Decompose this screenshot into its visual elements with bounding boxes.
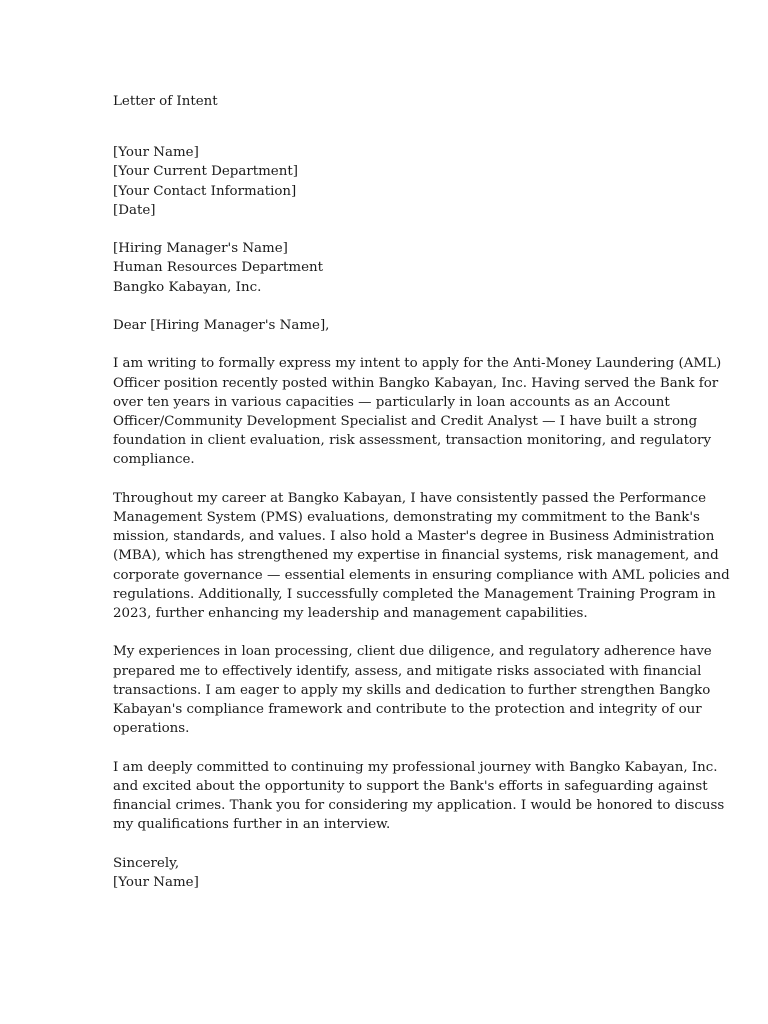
recipient-name: [Hiring Manager's Name] xyxy=(113,241,288,257)
paragraph-line: mission, standards, and values. I also hold a Master's degree in Business Administration xyxy=(113,529,715,545)
paragraph-line: Throughout my career at Bangko Kabayan, I have consistently passed the Performance xyxy=(113,490,707,506)
sender-date: [Date] xyxy=(113,202,156,218)
sender-department: [Your Current Department] xyxy=(113,164,298,180)
paragraph-line: operations. xyxy=(113,721,190,737)
paragraph-line: Officer/Community Development Specialist and Credit Analyst — I have built a strong xyxy=(113,414,698,429)
paragraph-line: (MBA), which has strengthened my expertise in financial systems, risk management, and xyxy=(113,548,719,564)
body-paragraph-2 xyxy=(113,489,730,623)
closing: Sincerely, xyxy=(113,855,180,871)
sender-block xyxy=(113,143,658,220)
sender-contact: [Your Contact Information] xyxy=(113,183,297,199)
letter-page xyxy=(113,92,730,892)
paragraph-line: corporate governance — essential elements in ensuring compliance with AML policies and xyxy=(113,567,730,583)
letter-title: Letter of Intent xyxy=(113,94,218,109)
paragraph-line: Kabayan's compliance framework and contribute to the protection and integrity of our xyxy=(113,702,702,718)
salutation-block xyxy=(113,316,658,335)
body-paragraph-4 xyxy=(113,758,725,835)
paragraph-line: and excited about the opportunity to support the Bank's efforts in safeguarding against xyxy=(113,778,708,794)
body-paragraph-1 xyxy=(113,354,722,469)
paragraph-line: I am writing to formally express my intent to apply for the Anti-Money Laundering (AML) xyxy=(113,356,722,372)
salutation: Dear [Hiring Manager's Name], xyxy=(113,318,330,333)
paragraph-line: Officer position recently posted within Bangko Kabayan, Inc. Having served the Bank for xyxy=(113,375,719,391)
paragraph-line: transactions. I am eager to apply my skills and dedication to further strengthen Bangko xyxy=(113,682,711,698)
recipient-company: Bangko Kabayan, Inc. xyxy=(113,279,262,295)
paragraph-line: prepared me to effectively identify, assess, and mitigate risks associated with financial xyxy=(113,663,702,679)
body-paragraph-3 xyxy=(113,642,712,738)
closing-block xyxy=(113,854,658,892)
signature-name: [Your Name] xyxy=(113,874,199,890)
paragraph-line: over ten years in various capacities — particularly in loan accounts as an Account xyxy=(113,394,670,410)
paragraph-line: My experiences in loan processing, client due diligence, and regulatory adherence have xyxy=(113,644,712,660)
paragraph-line: foundation in client evaluation, risk assessment, transaction monitoring, and regulatory xyxy=(113,433,712,449)
recipient-department: Human Resources Department xyxy=(113,260,324,276)
paragraph-line: 2023, further enhancing my leadership and management capabilities. xyxy=(113,606,588,622)
paragraph-line: I am deeply committed to continuing my professional journey with Bangko Kabayan, Inc. xyxy=(113,759,718,775)
paragraph-line: my qualifications further in an interview. xyxy=(113,817,391,833)
paragraph-line: compliance. xyxy=(113,452,195,468)
paragraph-line: Management System (PMS) evaluations, demonstrating my commitment to the Bank's xyxy=(113,510,700,525)
paragraph-line: financial crimes. Thank you for considering my application. I would be honored to discuss xyxy=(113,798,725,814)
recipient-block xyxy=(113,239,658,297)
sender-name: [Your Name] xyxy=(113,145,199,161)
paragraph-line: regulations. Additionally, I successfully completed the Management Training Program in xyxy=(113,586,716,602)
